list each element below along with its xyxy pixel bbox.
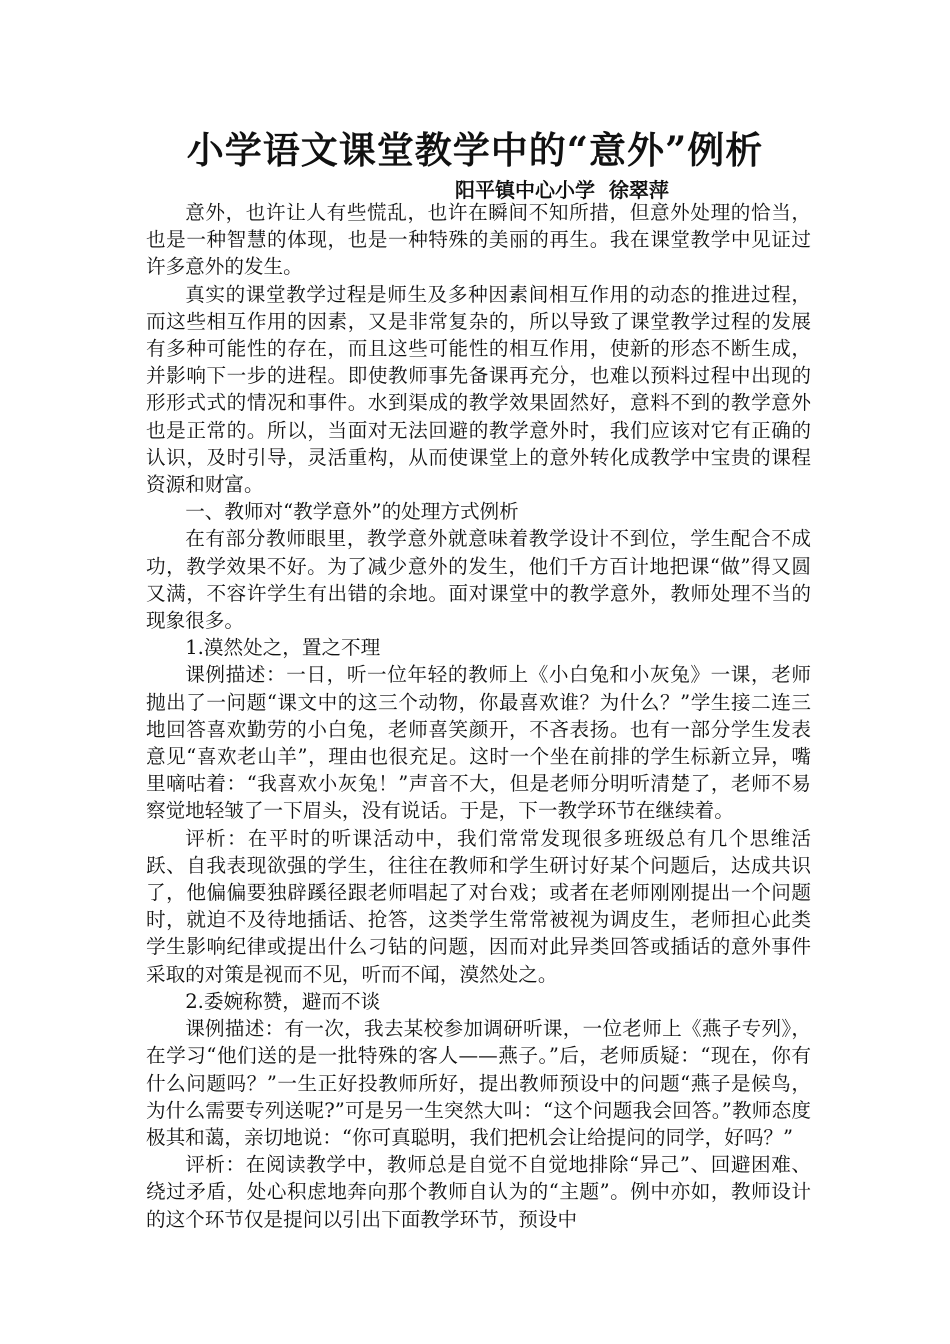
paragraph-background: 真实的课堂教学过程是师生及多种因素间相互作用的动态的推进过程，而这些相互作用的因素，又是非常复杂的，所以导致了课堂教学过程的发展有多种可能性的存在，而且这些可能性的相互作用，使新的形态不断生成，并影响下一步的进程。即使教师事先备课再充分，也难以预料过程中出现的形形式式的情况和事件。水到渠成的教学效果固然好，意料不到的教学意外也是正常的。所以，当面对无法回避的教学意外时，我们应该对它有正确的认识，及时引导，灵活重构，从而使课堂上的意外转化成教学中宝贵的课程资源和财富。 [146, 282, 811, 497]
document-body [146, 199, 811, 1233]
paragraph-intro: 意外，也许让人有些慌乱，也许在瞬间不知所措，但意外处理的恰当，也是一种智慧的体现，也是一种特殊的美丽的再生。我在课堂教学中见证过许多意外的发生。 [146, 201, 811, 279]
subsection-heading-1: 1.漠然处之，置之不理 [185, 636, 381, 660]
paragraph-case-2: 课例描述：有一次，我去某校参加调研听课，一位老师上《燕子专列》，在学习“他们送的是一批特殊的客人——燕子。”后，老师质疑：“现在，你有什么问题吗？”一生正好投教师所好，提出教师预设中的问题“燕子是候鸟，为什么需要专列送呢?”可是另一生突然大叫：“这个问题我会回答。”教师态度极其和蔼，亲切地说：“你可真聪明，我们把机会让给提问的同学，好吗？” [146, 1017, 811, 1149]
paragraph-section-intro: 在有部分教师眼里，教学意外就意味着教学设计不到位，学生配合不成功，教学效果不好。为了减少意外的发生，他们千方百计地把课“做”得又圆又满，不容许学生有出错的余地。面对课堂中的教学意外，教师处理不当的现象很多。 [146, 527, 811, 633]
section-heading-1: 一、教师对“教学意外”的处理方式例析 [185, 500, 519, 524]
paragraph-case-1: 课例描述：一日，听一位年轻的教师上《小白兔和小灰兔》一课，老师抛出了一问题“课文中的这三个动物，你最喜欢谁？为什么？”学生接二连三地回答喜欢勤劳的小白兔，老师喜笑颜开，不吝表扬。也有一部分学生发表意见“喜欢老山羊”，理由也很充足。这时一个坐在前排的学生标新立异，嘴里嘀咕着：“我喜欢小灰兔！”声音不大，但是老师分明听清楚了，老师不易察觉地轻皱了一下眉头，没有说话。于是，下一教学环节在继续着。 [146, 663, 811, 823]
paragraph-analysis-2: 评析：在阅读教学中，教师总是自觉不自觉地排除“异己”、回避困难、绕过矛盾，处心积虑地奔向那个教师自认为的“主题”。例中亦如，教师设计的这个环节仅是提问以引出下面教学环节，预设中 [146, 1153, 811, 1231]
paragraph-analysis-1: 评析：在平时的听课活动中，我们常常发现很多班级总有几个思维活跃、自我表现欲强的学生，往往在教师和学生研讨好某个问题后，达成共识了，他偏偏要独辟蹊径跟老师唱起了对台戏；或者在老师刚刚提出一个问题时，就迫不及待地插话、抢答，这类学生常常被视为调皮生，老师担心此类学生影响纪律或提出什么刁钻的问题，因而对此异类回答或插话的意外事件采取的对策是视而不见，听而不闻，漠然处之。 [146, 826, 811, 986]
document-author: 阳平镇中心小学 徐翠萍 [455, 178, 669, 202]
subsection-heading-2: 2.委婉称赞，避而不谈 [185, 989, 381, 1013]
document-title: 小学语文课堂教学中的“意外”例析 [186, 128, 764, 172]
